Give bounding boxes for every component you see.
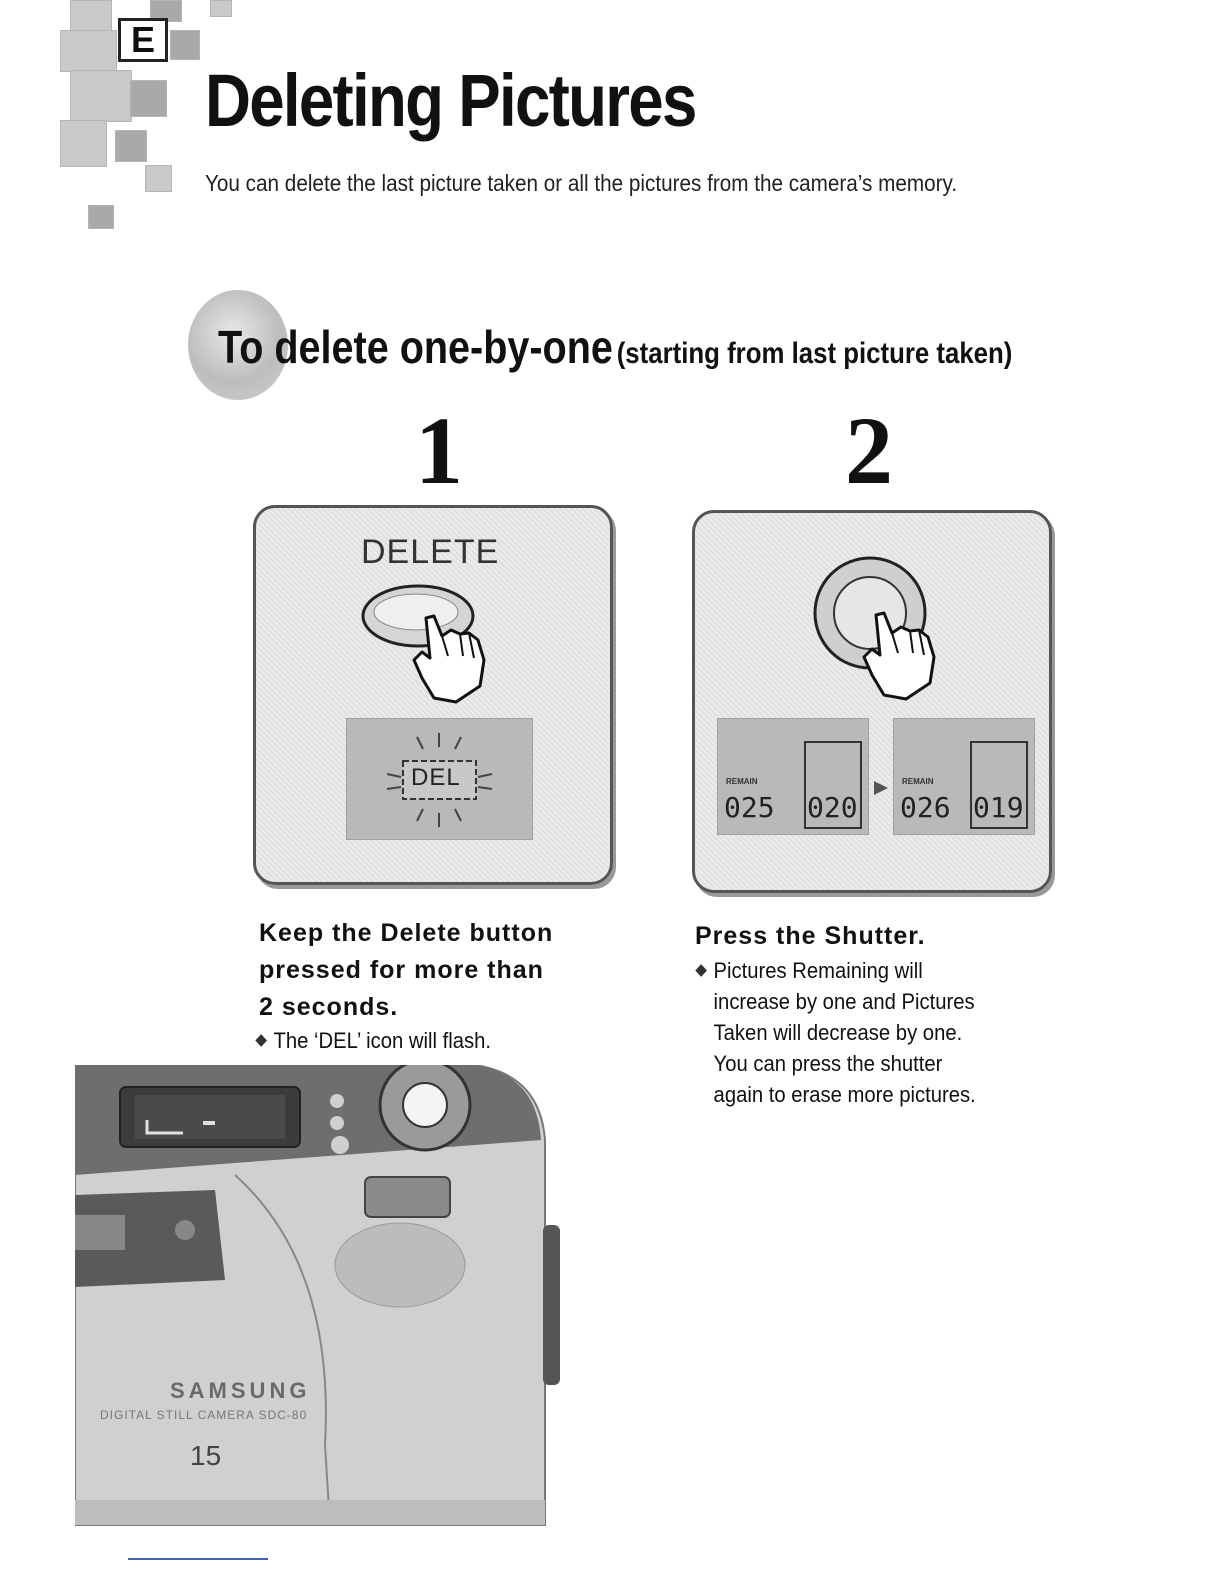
lcd-before-remaining-count: 025 [724,791,775,824]
delete-button-label: DELETE [361,533,500,571]
step-2-note-line: You can press the shutter [713,1051,943,1076]
section-heading-main: To delete one-by-one [218,321,613,373]
lcd-display-after [893,718,1035,835]
step-1-illustration-panel [253,505,613,885]
lcd-before-remain-label: REMAIN [726,777,758,786]
step-1-instruction-line: Keep the Delete button [259,919,554,947]
footer-rule [128,1558,268,1560]
section-letter-badge: E [118,18,168,62]
step-1-number: 1 [415,397,463,504]
arrow-right-icon [871,778,891,798]
step-2-number: 2 [845,397,893,504]
page-subtitle: You can delete the last picture taken or all the pictures from the camera’s memory. [205,170,958,196]
bullet-diamond-icon [255,1034,267,1047]
step-1-note-text: The ‘DEL’ icon will flash. [273,1028,492,1053]
step-1-instruction [259,915,553,1026]
press-shutter-button-icon [810,553,960,703]
step-1-instruction-line: pressed for more than [259,956,544,984]
section-heading-sub: (starting from last picture taken) [616,337,1013,370]
page-number: 15 [190,1440,222,1471]
section-heading [218,320,1012,374]
step-2-instruction: Press the Shutter. [695,922,926,950]
bullet-diamond-icon [695,964,707,977]
camera-illustration [75,1065,560,1530]
step-2-note-line: increase by one and Pictures [713,989,975,1014]
step-2-note-line: Taken will decrease by one. [713,1020,963,1045]
camera-body-graphic [75,1065,560,1530]
lcd-display-del [346,718,533,840]
step-1-instruction-line: 2 seconds. [259,993,399,1021]
del-lcd-icon-text: DEL [411,764,461,791]
page-title: Deleting Pictures [205,59,696,142]
step-2-illustration-panel [692,510,1052,893]
step-2-note-line: again to erase more pictures. [713,1082,976,1107]
lcd-after-taken-count: 019 [973,791,1024,824]
step-1-note [257,1025,491,1056]
step-2-note [697,955,976,1110]
step-2-note-line: Pictures Remaining will [713,958,923,983]
camera-model-text: DIGITAL STILL CAMERA SDC-80 [100,1408,308,1422]
lcd-after-remain-label: REMAIN [902,777,934,786]
press-delete-button-icon [356,578,506,718]
lcd-after-remaining-count: 026 [900,791,951,824]
lcd-display-before [717,718,869,835]
camera-brand-text: SAMSUNG [170,1378,311,1403]
lcd-before-taken-count: 020 [807,791,858,824]
